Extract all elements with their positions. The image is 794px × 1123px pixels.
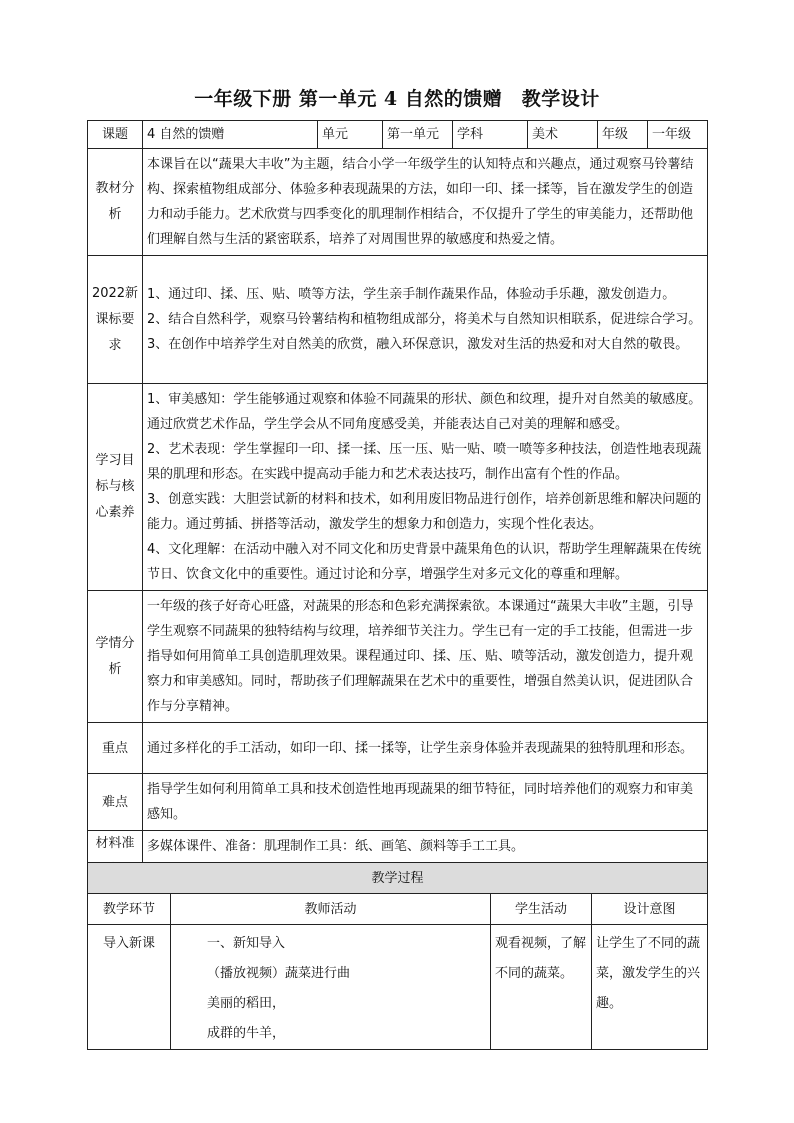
design-intent: 让学生了不同的蔬菜，激发学生的兴趣。 (592, 925, 708, 1050)
header-row (88, 121, 708, 149)
textbook-analysis-row (88, 149, 708, 256)
process-column-header (88, 894, 708, 925)
student-analysis-text: 一年级的孩子好奇心旺盛，对蔬果的形态和色彩充满探索欲。本课通过“蔬果大丰收”主题，引导学生观察不同蔬果的独特结构与纹理，培养细节关注力。学生已有一定的手工技能，但需进一步指导如何用简单工具创造肌理效果。课程通过印、揉、压、贴、喷等活动，激发创造力，提升观察力和审美感知。同时，帮助孩子们理解蔬果在艺术中的重要性，增强自然美认识，促进团队合作与分享精神。 (143, 591, 708, 723)
subject-label: 学科 (453, 121, 528, 149)
process-section-header (88, 863, 708, 894)
objectives-text (143, 384, 708, 591)
col-teacher: 教师活动 (171, 894, 491, 925)
standards-label: 2022新课标要求 (88, 256, 143, 384)
teacher-line: 一、新知导入 (207, 936, 286, 951)
subject-value: 美术 (528, 121, 598, 149)
textbook-analysis-text: 本课旨在以“蔬果大丰收”为主题，结合小学一年级学生的认知特点和兴趣点，通过观察马铃薯结构、探索植物组成部分、体验多种表现蔬果的方法，如印一印、揉一揉等，旨在激发学生的创造力和动手能力。艺术欣赏与四季变化的肌理制作相结合，不仅提升了学生的审美能力，还帮助他们理解自然与生活的紧密联系，培养了对周围世界的敏感度和热爱之情。 (143, 149, 708, 256)
process-row (88, 925, 708, 1050)
student-analysis-label: 学情分析 (88, 591, 143, 723)
standards-text (143, 256, 708, 384)
teaching-process-table (87, 862, 708, 1050)
teacher-line: 成群的牛羊， (207, 1026, 286, 1041)
col-student: 学生活动 (491, 894, 592, 925)
standards-item: 1、通过印、揉、压、贴、喷等方法，学生亲手制作蔬果作品，体验动手乐趣，激发创造力。 (147, 287, 676, 302)
difficulty-text: 指导学生如何利用简单工具和技术创造性地再现蔬果的细节特征，同时培养他们的观察力和审美感知。 (143, 774, 708, 831)
key-point-text: 通过多样化的手工活动，如印一印、揉一揉等，让学生亲身体验并表现蔬果的独特肌理和形态。 (143, 723, 708, 774)
objective-item: 2、艺术表现：学生掌握印一印、揉一揉、压一压、贴一贴、喷一喷等多种技法，创造性地表现蔬果的肌理和形态。在实践中提高动手能力和艺术表达技巧，制作出富有个性的作品。 (147, 442, 702, 482)
teacher-line: （播放视频）蔬菜进行曲 (207, 966, 351, 981)
grade-value: 一年级 (648, 121, 708, 149)
objective-item: 1、审美感知：学生能够通过观察和体验不同蔬果的形状、颜色和纹理，提升对自然美的敏感度。通过欣赏艺术作品，学生学会从不同角度感受美，并能表达自己对美的理解和感受。 (147, 392, 702, 432)
teacher-activity (171, 925, 491, 1050)
student-analysis-row (88, 591, 708, 723)
topic-value: 4 自然的馈赠 (143, 121, 318, 149)
col-intent: 设计意图 (592, 894, 708, 925)
objectives-label: 学习目标与核心素养 (88, 384, 143, 591)
student-activity: 观看视频，了解不同的蔬菜。 (491, 925, 592, 1050)
process-section-title: 教学过程 (88, 863, 708, 894)
unit-value: 第一单元 (383, 121, 453, 149)
teacher-line: 美丽的稻田， (207, 996, 286, 1011)
step-name: 导入新课 (88, 925, 171, 1050)
standards-item: 2、结合自然科学，观察马铃薯结构和植物组成部分，将美术与自然知识相联系，促进综合学习。 (147, 312, 702, 327)
objectives-row (88, 384, 708, 591)
lesson-info-table (87, 120, 708, 884)
page-title: 一年级下册 第一单元 4 自然的馈赠 教学设计 (194, 88, 600, 110)
materials-label: 材料准 (88, 831, 143, 884)
difficulty-row (88, 774, 708, 831)
unit-label: 单元 (318, 121, 383, 149)
standards-row (88, 256, 708, 384)
materials-text: 多媒体课件、准备：肌理制作工具：纸、画笔、颜料等手工工具。 (143, 831, 708, 884)
objective-item: 4、文化理解：在活动中融入对不同文化和历史背景中蔬果角色的认识，帮助学生理解蔬果在传统节日、饮食文化中的重要性。通过讨论和分享，增强学生对多元文化的尊重和理解。 (147, 542, 702, 582)
textbook-analysis-label: 教材分析 (88, 149, 143, 256)
difficulty-label: 难点 (88, 774, 143, 831)
standards-item: 3、在创作中培养学生对自然美的欣赏，融入环保意识，激发对生活的热爱和对大自然的敬畏。 (147, 337, 689, 352)
key-point-row (88, 723, 708, 774)
col-step: 教学环节 (88, 894, 171, 925)
key-point-label: 重点 (88, 723, 143, 774)
topic-label: 课题 (88, 121, 143, 149)
objective-item: 3、创意实践：大胆尝试新的材料和技术，如利用废旧物品进行创作，培养创新思维和解决问题的能力。通过剪插、拼搭等活动，激发学生的想象力和创造力，实现个性化表达。 (147, 492, 702, 532)
grade-label: 年级 (598, 121, 648, 149)
